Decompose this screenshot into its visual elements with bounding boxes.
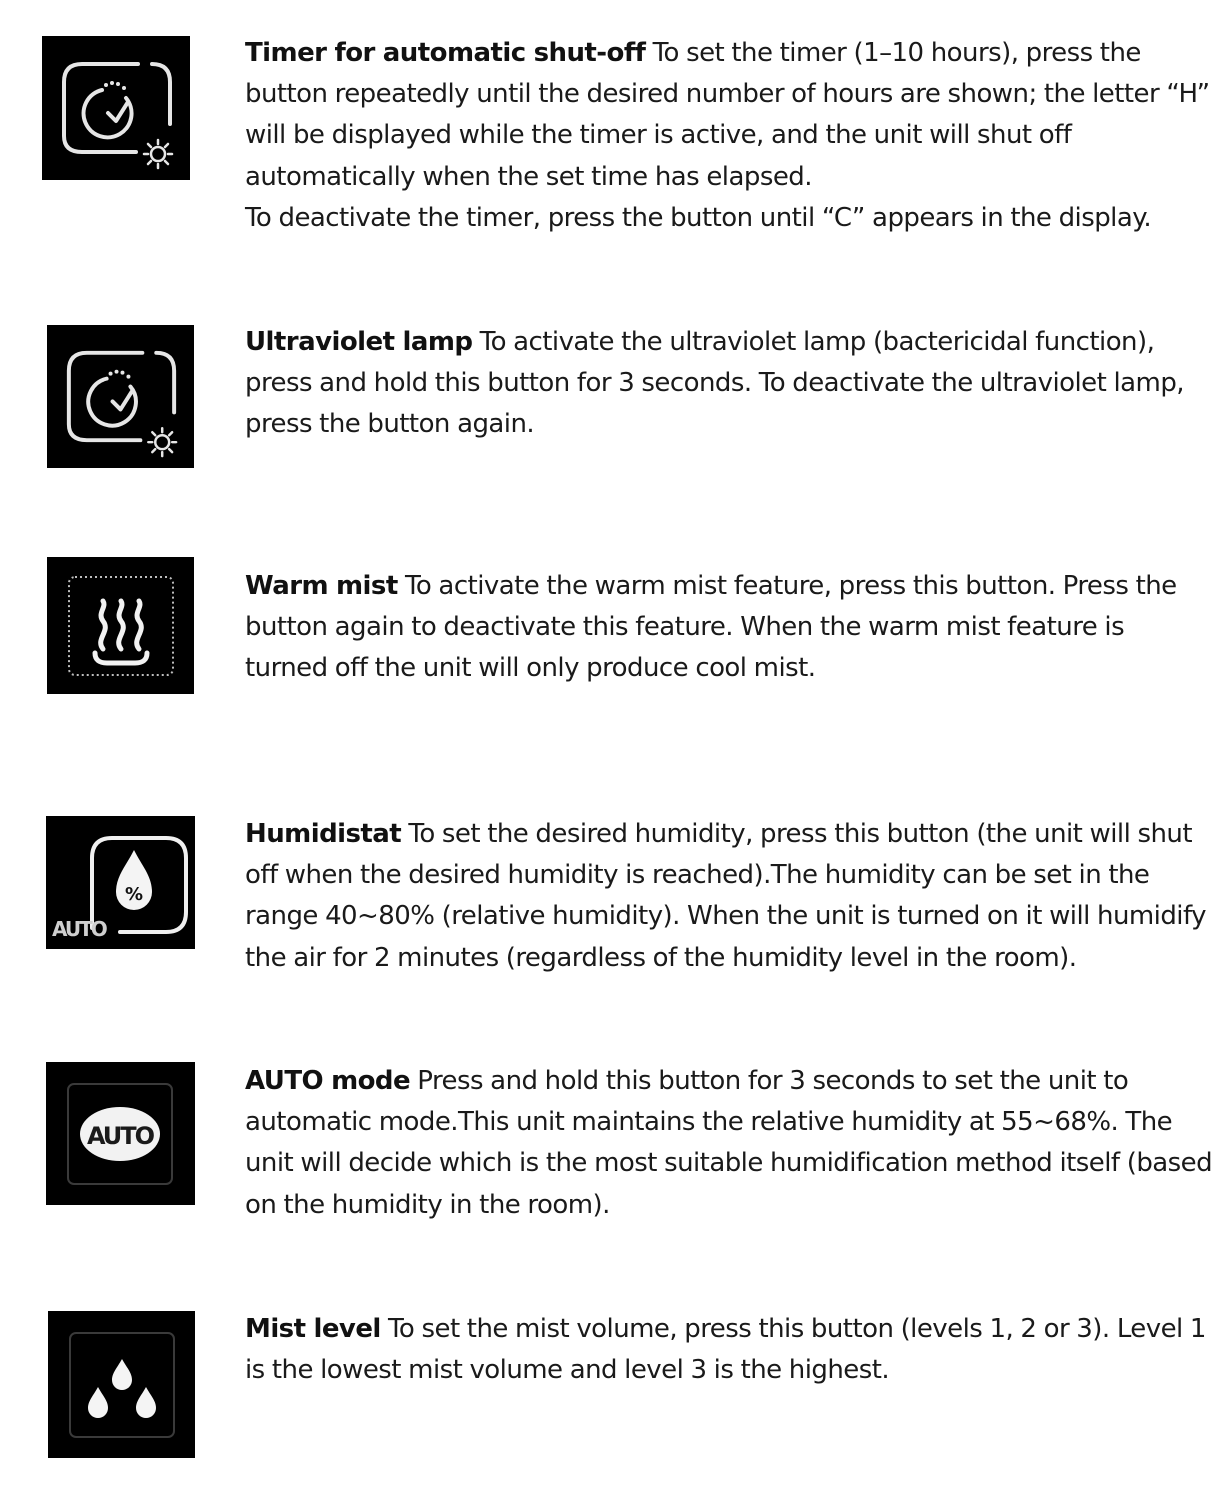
entry-warm-mist-text: To activate the warm mist feature, press this button. Press the button again to deactivate this feature. When the warm mist feature is turned off the unit will only produce cool mist. xyxy=(245,571,1177,684)
entry-uv-text: To activate the ultraviolet lamp (bactericidal function), press and hold this button for 3 seconds. To deactivate the ultraviolet lamp, press the button again. xyxy=(245,327,1184,440)
humidistat-icon xyxy=(46,816,195,949)
entry-mist-level-text: To set the mist volume, press this button (levels 1, 2 or 3). Level 1 is the lowest mist volume and level 3 is the highest. xyxy=(245,1314,1206,1386)
entry-uv-description xyxy=(245,322,1213,446)
entry-warm-mist-description xyxy=(245,566,1213,690)
mist-level-icon xyxy=(48,1311,195,1458)
entry-uv-title: Ultraviolet lamp xyxy=(245,327,473,357)
entry-mist-level-description xyxy=(245,1309,1213,1391)
entry-timer-text: To set the timer (1–10 hours), press the button repeatedly until the desired number of hours are shown; the letter “H” will be displayed while the timer is active, and the unit will shut off automatically when the set time has elapsed. xyxy=(245,38,1210,192)
warm-mist-icon xyxy=(47,557,194,694)
entry-auto-mode-text: Press and hold this button for 3 seconds to set the unit to automatic mode.This unit maintains the relative humidity at 55~68%. The unit will decide which is the most suitable humidification method itself (based on the humidity in the room). xyxy=(245,1066,1213,1220)
timer-uv-icon xyxy=(47,325,194,468)
entry-timer-description xyxy=(245,33,1213,239)
entry-humidistat-title: Humidistat xyxy=(245,819,402,849)
entry-auto-mode-description xyxy=(245,1061,1213,1226)
auto-mode-icon xyxy=(46,1062,195,1205)
auto-mode-icon-label: AUTO xyxy=(86,1122,154,1150)
svg-text:%: % xyxy=(124,884,144,905)
entry-humidistat-description xyxy=(245,814,1213,979)
humidistat-icon-label: AUTO xyxy=(52,917,106,941)
entry-auto-mode-title: AUTO mode xyxy=(245,1066,411,1096)
entry-timer-text-2: To deactivate the timer, press the button until “C” appears in the display. xyxy=(245,202,1152,233)
entry-warm-mist-title: Warm mist xyxy=(245,571,398,601)
entry-timer-title: Timer for automatic shut-off xyxy=(245,38,646,68)
entry-humidistat-text: To set the desired humidity, press this button (the unit will shut off when the desired humidity is reached).The humidity can be set in the range 40~80% (relative humidity). When the unit is turned on it will humidify the air for 2 minutes (regardless of the humidity level in the room). xyxy=(245,819,1206,973)
entry-mist-level-title: Mist level xyxy=(245,1314,381,1344)
timer-uv-icon xyxy=(42,36,190,180)
